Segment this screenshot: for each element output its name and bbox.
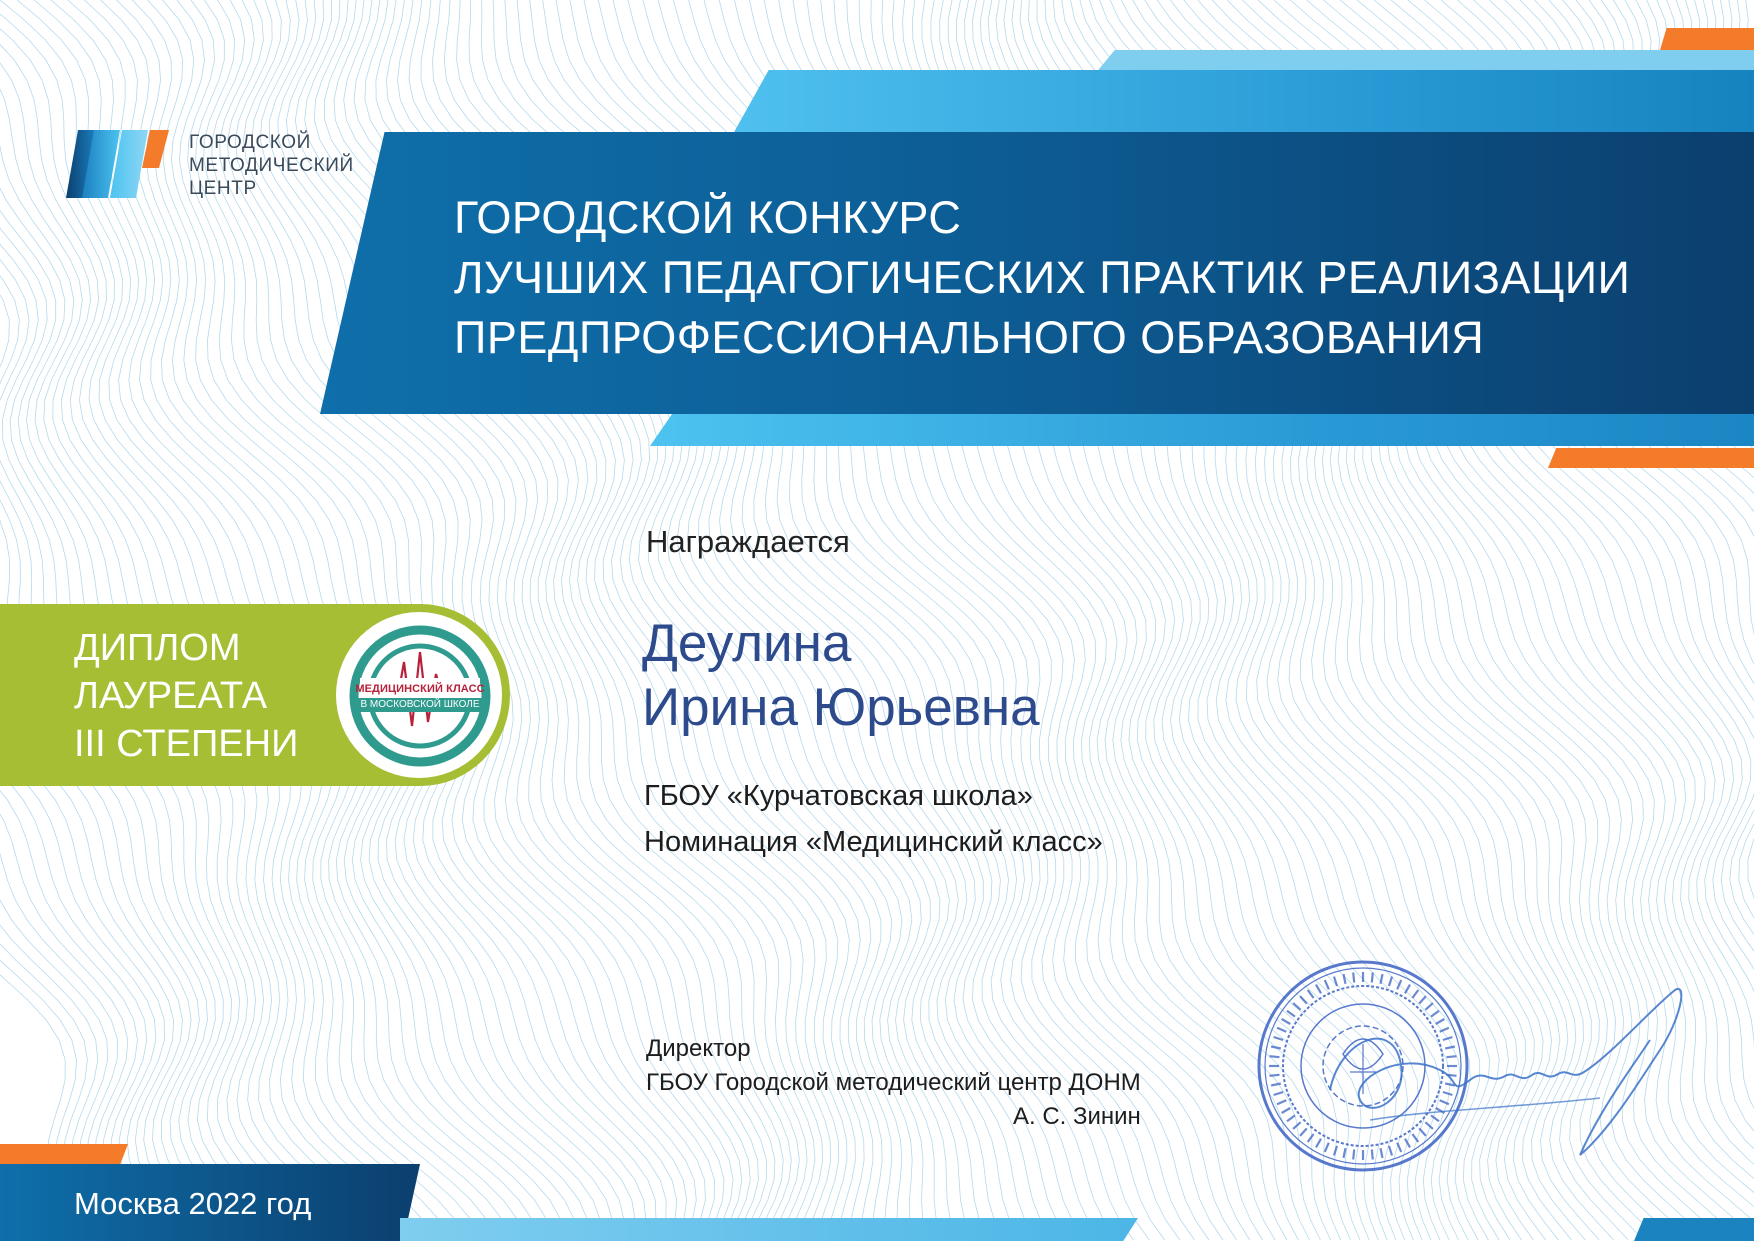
medical-class-emblem-icon [346,622,494,770]
logo-text-line-3: ЦЕНТР [189,178,257,199]
contest-title-line-2: ЛУЧШИХ ПЕДАГОГИЧЕСКИХ ПРАКТИК РЕАЛИЗАЦИИ [454,252,1631,303]
place-and-year: Москва 2022 год [74,1186,312,1221]
signer-organization: ГБОУ Городской методический центр ДОНМ [646,1069,1141,1096]
laureate-title-line-1: ДИПЛОМ [74,627,241,669]
blue-band-bottom-right [1634,1218,1754,1241]
light-blue-band-under-title [650,414,1754,446]
orange-accent-band-mid [1548,448,1754,468]
orange-accent-band-top [1660,28,1754,50]
laureate-title-line-2: ЛАУРЕАТА [74,675,268,717]
logo-text-line-2: МЕТОДИЧЕСКИЙ [189,155,354,176]
director-signature [1310,980,1690,1170]
laureate-title [74,624,298,768]
signer-position: Директор [646,1035,751,1062]
school-name: ГБОУ «Курчатовская школа» [644,780,1033,812]
gmc-logo-text [189,131,354,200]
contest-title [454,188,1744,368]
nomination: Номинация «Медицинский класс» [644,826,1103,858]
awarded-label: Награждается [646,524,850,559]
light-blue-band-bottom [400,1218,1138,1241]
gmc-logo-icon [64,128,174,206]
emblem-subtitle: В МОСКОВСКОЙ ШКОЛЕ [352,698,488,712]
contest-title-line-3: ПРЕДПРОФЕССИОНАЛЬНОГО ОБРАЗОВАНИЯ [454,312,1485,363]
recipient-name [642,612,1040,740]
signature-block [646,1032,1141,1134]
emblem-title: МЕДИЦИНСКИЙ КЛАСС [355,683,485,695]
recipient-given-names: Ирина Юрьевна [642,678,1040,737]
light-blue-band-top [733,70,1754,134]
laureate-title-line-3: III СТЕПЕНИ [74,723,299,765]
recipient-surname: Деулина [642,614,852,673]
signer-name: А. С. Зинин [1012,1103,1141,1130]
logo-text-line-1: ГОРОДСКОЙ [189,132,311,153]
award-details [644,773,1103,865]
contest-title-line-1: ГОРОДСКОЙ КОНКУРС [454,192,962,243]
orange-accent-band-bottom [0,1144,128,1164]
